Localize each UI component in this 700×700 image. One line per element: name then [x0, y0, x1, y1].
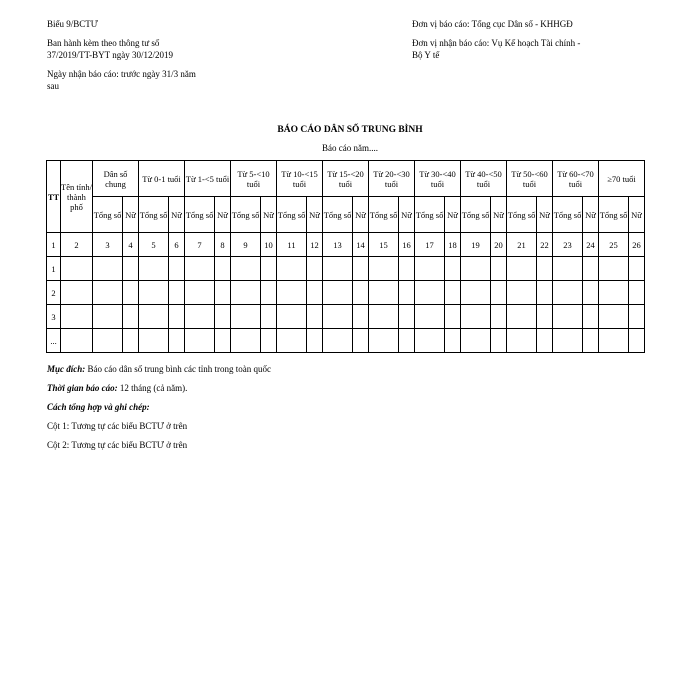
table-row — [47, 281, 645, 305]
data-cell[interactable] — [583, 329, 599, 353]
data-cell[interactable] — [415, 257, 445, 281]
column-number: 14 — [353, 233, 369, 257]
data-cell[interactable] — [353, 329, 369, 353]
data-cell[interactable] — [323, 257, 353, 281]
data-cell[interactable] — [215, 329, 231, 353]
col-header-female: Nữ — [399, 197, 415, 233]
col-header-female: Nữ — [169, 197, 185, 233]
column-number: 12 — [307, 233, 323, 257]
data-cell[interactable] — [61, 329, 93, 353]
col-header-group: Từ 60-<70 tuổi — [553, 161, 599, 197]
data-cell[interactable] — [323, 329, 353, 353]
data-cell[interactable] — [277, 281, 307, 305]
data-cell[interactable] — [215, 305, 231, 329]
header-left — [47, 18, 227, 92]
data-cell[interactable] — [123, 329, 139, 353]
col-header-female: Nữ — [629, 197, 645, 233]
col-header-group: Từ 10-<15 tuổi — [277, 161, 323, 197]
row-number: 1 — [47, 257, 61, 281]
data-cell[interactable] — [307, 305, 323, 329]
data-cell[interactable] — [461, 329, 491, 353]
col-header-group: Dân số chung — [93, 161, 139, 197]
receipt-date-line1: Ngày nhận báo cáo: trước ngày 31/3 năm — [47, 69, 196, 79]
data-cell[interactable] — [369, 305, 399, 329]
header-right — [412, 18, 582, 61]
data-cell[interactable] — [537, 257, 553, 281]
col-header-group: Từ 5-<10 tuổi — [231, 161, 277, 197]
col-header-group: ≥70 tuổi — [599, 161, 645, 197]
data-cell[interactable] — [491, 281, 507, 305]
data-cell[interactable] — [415, 305, 445, 329]
column-number: 10 — [261, 233, 277, 257]
data-cell[interactable] — [461, 305, 491, 329]
purpose-text: Báo cáo dân số trung bình các tỉnh trong toàn quốc — [85, 364, 271, 374]
reporting-unit: Đơn vị báo cáo: Tổng cục Dân số - KHHGĐ — [412, 19, 573, 29]
form-code: Biểu 9/BCTƯ — [47, 19, 98, 29]
column-number: 4 — [123, 233, 139, 257]
data-cell[interactable] — [461, 281, 491, 305]
data-cell[interactable] — [261, 257, 277, 281]
column-number: 5 — [139, 233, 169, 257]
method-col1: Cột 1: Tương tự các biểu BCTƯ ở trên — [47, 421, 188, 431]
data-cell[interactable] — [415, 281, 445, 305]
data-cell[interactable] — [185, 257, 215, 281]
period-text: 12 tháng (cả năm). — [117, 383, 188, 393]
data-cell[interactable] — [507, 281, 537, 305]
data-cell[interactable] — [553, 257, 583, 281]
data-cell[interactable] — [93, 281, 123, 305]
col-header-group: Từ 30-<40 tuổi — [415, 161, 461, 197]
data-cell[interactable] — [399, 329, 415, 353]
data-cell[interactable] — [93, 329, 123, 353]
data-cell[interactable] — [261, 305, 277, 329]
col-header-group: Từ 40-<50 tuổi — [461, 161, 507, 197]
col-header-total: Tổng số — [415, 197, 445, 233]
col-header-group: Từ 50-<60 tuổi — [507, 161, 553, 197]
data-cell[interactable] — [507, 305, 537, 329]
col-header-tt: TT — [47, 161, 61, 233]
column-number: 1 — [47, 233, 61, 257]
data-cell[interactable] — [139, 305, 169, 329]
report-table — [46, 160, 645, 353]
notes — [47, 360, 647, 455]
data-cell[interactable] — [215, 257, 231, 281]
col-header-female: Nữ — [307, 197, 323, 233]
purpose-label: Mục đích: — [47, 364, 86, 374]
receiving-unit: Đơn vị nhận báo cáo: Vụ Kế hoạch Tài chính - Bộ Y tế — [412, 38, 581, 60]
data-cell[interactable] — [399, 305, 415, 329]
data-cell[interactable] — [185, 329, 215, 353]
data-cell[interactable] — [445, 281, 461, 305]
col-header-province: Tên tỉnh/ thành phố — [61, 161, 93, 233]
data-cell[interactable] — [123, 281, 139, 305]
data-cell[interactable] — [369, 281, 399, 305]
data-cell[interactable] — [323, 281, 353, 305]
table-row — [47, 257, 645, 281]
data-cell[interactable] — [629, 329, 645, 353]
data-cell[interactable] — [491, 257, 507, 281]
col-header-total: Tổng số — [231, 197, 261, 233]
data-cell[interactable] — [231, 281, 261, 305]
data-cell[interactable] — [491, 305, 507, 329]
data-cell[interactable] — [399, 257, 415, 281]
data-cell[interactable] — [599, 329, 629, 353]
data-cell[interactable] — [629, 257, 645, 281]
data-cell[interactable] — [629, 281, 645, 305]
col-header-female: Nữ — [583, 197, 599, 233]
data-cell[interactable] — [231, 305, 261, 329]
data-cell[interactable] — [353, 281, 369, 305]
column-number-row — [47, 233, 645, 257]
data-cell[interactable] — [185, 281, 215, 305]
data-cell[interactable] — [323, 305, 353, 329]
data-cell[interactable] — [445, 329, 461, 353]
period-note — [47, 379, 647, 398]
data-cell[interactable] — [415, 329, 445, 353]
row-number: 3 — [47, 305, 61, 329]
col-header-total: Tổng số — [93, 197, 123, 233]
table-row — [47, 329, 645, 353]
col-header-group: Từ 0-1 tuổi — [139, 161, 185, 197]
header-row-groups — [47, 161, 645, 197]
col-header-group: Từ 20-<30 tuổi — [369, 161, 415, 197]
column-number: 7 — [185, 233, 215, 257]
col-header-group: Từ 15-<20 tuổi — [323, 161, 369, 197]
data-cell[interactable] — [307, 257, 323, 281]
col-header-total: Tổng số — [323, 197, 353, 233]
data-cell[interactable] — [123, 305, 139, 329]
data-cell[interactable] — [215, 281, 231, 305]
column-number: 11 — [277, 233, 307, 257]
data-cell[interactable] — [307, 281, 323, 305]
col-header-total: Tổng số — [139, 197, 169, 233]
col-header-total: Tổng số — [369, 197, 399, 233]
data-cell[interactable] — [553, 305, 583, 329]
column-number: 21 — [507, 233, 537, 257]
data-cell[interactable] — [353, 257, 369, 281]
col-header-female: Nữ — [123, 197, 139, 233]
col-header-female: Nữ — [353, 197, 369, 233]
data-cell[interactable] — [139, 257, 169, 281]
data-cell[interactable] — [553, 329, 583, 353]
receipt-date-line2: sau — [47, 81, 59, 91]
purpose-note — [47, 360, 647, 379]
col-header-total: Tổng số — [277, 197, 307, 233]
data-cell[interactable] — [369, 329, 399, 353]
data-cell[interactable] — [93, 305, 123, 329]
data-cell[interactable] — [61, 305, 93, 329]
report-subtitle: Báo cáo năm.... — [322, 143, 378, 153]
data-cell[interactable] — [277, 305, 307, 329]
col-header-female: Nữ — [537, 197, 553, 233]
col-header-total: Tổng số — [553, 197, 583, 233]
data-cell[interactable] — [307, 329, 323, 353]
method-col2: Cột 2: Tương tự các biểu BCTƯ ở trên — [47, 440, 188, 450]
column-number: 2 — [61, 233, 93, 257]
col-header-total: Tổng số — [507, 197, 537, 233]
row-number: ... — [47, 329, 61, 353]
data-cell[interactable] — [461, 257, 491, 281]
data-cell[interactable] — [507, 329, 537, 353]
data-cell[interactable] — [353, 305, 369, 329]
data-cell[interactable] — [277, 257, 307, 281]
column-number: 24 — [583, 233, 599, 257]
data-cell[interactable] — [445, 305, 461, 329]
data-cell[interactable] — [491, 329, 507, 353]
data-cell[interactable] — [123, 257, 139, 281]
col-header-female: Nữ — [215, 197, 231, 233]
column-number: 15 — [369, 233, 399, 257]
column-number: 20 — [491, 233, 507, 257]
table-row — [47, 305, 645, 329]
data-cell[interactable] — [583, 305, 599, 329]
data-cell[interactable] — [369, 257, 399, 281]
report-title: BÁO CÁO DÂN SỐ TRUNG BÌNH — [277, 125, 423, 135]
column-number: 6 — [169, 233, 185, 257]
column-number: 17 — [415, 233, 445, 257]
col-header-total: Tổng số — [461, 197, 491, 233]
data-cell[interactable] — [139, 281, 169, 305]
col-header-female: Nữ — [491, 197, 507, 233]
data-cell[interactable] — [537, 281, 553, 305]
data-cell[interactable] — [599, 305, 629, 329]
data-cell[interactable] — [261, 329, 277, 353]
issued-by-line2: 37/2019/TT-BYT ngày 30/12/2019 — [47, 50, 173, 60]
column-number: 22 — [537, 233, 553, 257]
period-label: Thời gian báo cáo: — [47, 383, 118, 393]
column-number: 19 — [461, 233, 491, 257]
column-number: 3 — [93, 233, 123, 257]
col-header-female: Nữ — [445, 197, 461, 233]
data-cell[interactable] — [583, 281, 599, 305]
data-cell[interactable] — [599, 257, 629, 281]
column-number: 16 — [399, 233, 415, 257]
data-cell[interactable] — [629, 305, 645, 329]
data-cell[interactable] — [445, 257, 461, 281]
data-cell[interactable] — [169, 329, 185, 353]
data-cell[interactable] — [169, 305, 185, 329]
col-header-group: Từ 1-<5 tuổi — [185, 161, 231, 197]
data-cell[interactable] — [61, 257, 93, 281]
header-row-sub — [47, 197, 645, 233]
data-cell[interactable] — [537, 305, 553, 329]
data-cell[interactable] — [507, 257, 537, 281]
column-number: 26 — [629, 233, 645, 257]
method-label: Cách tổng hợp và ghi chép: — [47, 402, 150, 412]
column-number: 25 — [599, 233, 629, 257]
column-number: 13 — [323, 233, 353, 257]
data-cell[interactable] — [553, 281, 583, 305]
column-number: 8 — [215, 233, 231, 257]
data-cell[interactable] — [139, 329, 169, 353]
col-header-total: Tổng số — [599, 197, 629, 233]
data-cell[interactable] — [61, 281, 93, 305]
data-cell[interactable] — [169, 257, 185, 281]
data-cell[interactable] — [399, 281, 415, 305]
col-header-female: Nữ — [261, 197, 277, 233]
row-number: 2 — [47, 281, 61, 305]
data-cell[interactable] — [231, 257, 261, 281]
data-cell[interactable] — [583, 257, 599, 281]
data-cell[interactable] — [537, 329, 553, 353]
data-cell[interactable] — [185, 305, 215, 329]
issued-by-line1: Ban hành kèm theo thông tư số — [47, 38, 160, 48]
data-cell[interactable] — [599, 281, 629, 305]
col-header-total: Tổng số — [185, 197, 215, 233]
data-cell[interactable] — [169, 281, 185, 305]
data-cell[interactable] — [93, 257, 123, 281]
data-cell[interactable] — [277, 329, 307, 353]
column-number: 18 — [445, 233, 461, 257]
column-number: 9 — [231, 233, 261, 257]
column-number: 23 — [553, 233, 583, 257]
data-cell[interactable] — [261, 281, 277, 305]
data-cell[interactable] — [231, 329, 261, 353]
